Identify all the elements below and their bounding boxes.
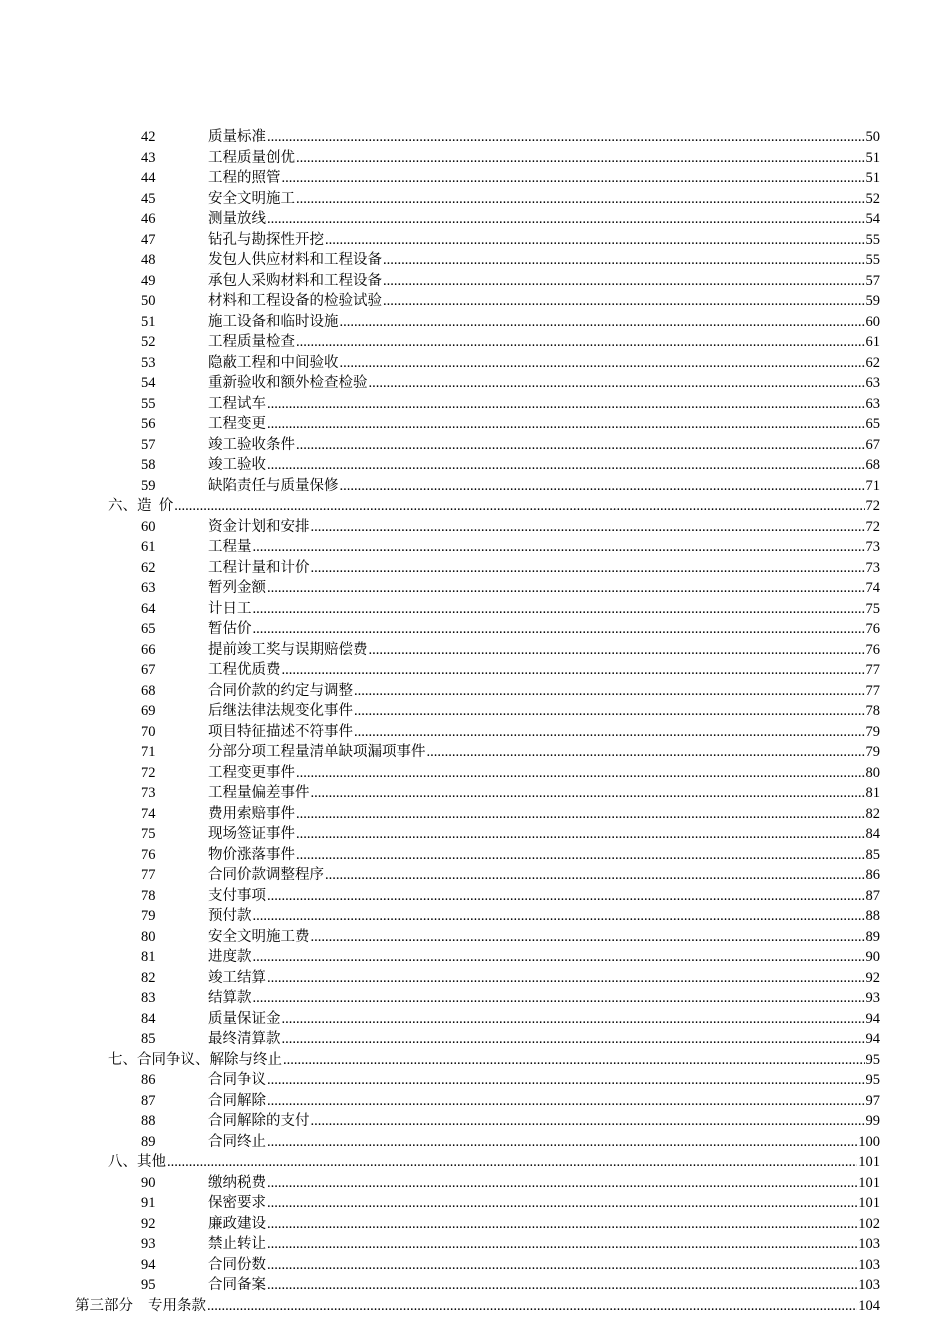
toc-dot-leader <box>354 701 865 722</box>
toc-dot-leader <box>267 1234 857 1255</box>
toc-dot-leader <box>311 927 865 948</box>
toc-page-number: 100 <box>858 1133 880 1150</box>
toc-dot-leader <box>167 1152 857 1173</box>
toc-dot-leader <box>267 1255 857 1276</box>
toc-item-number: 78 <box>141 887 156 904</box>
toc-item-number: 95 <box>141 1277 156 1293</box>
toc-item-row[interactable] <box>0 271 950 292</box>
toc-item-number: 43 <box>141 149 156 166</box>
toc-item-row[interactable] <box>0 927 950 948</box>
toc-item-row[interactable] <box>0 189 950 210</box>
toc-dot-leader <box>311 558 865 579</box>
toc-page-number: 103 <box>858 1236 880 1252</box>
toc-item-row[interactable] <box>0 1234 950 1255</box>
toc-item-number: 52 <box>141 334 156 350</box>
toc-item-number: 53 <box>141 354 156 371</box>
toc-item-number: 88 <box>141 1113 156 1129</box>
toc-item-number: 90 <box>141 1174 156 1191</box>
toc-item-row[interactable] <box>0 804 950 825</box>
toc-entry-title: 隐蔽工程和中间验收 <box>208 354 339 371</box>
toc-item-row[interactable] <box>0 1173 950 1194</box>
toc-item-number: 79 <box>141 908 156 924</box>
toc-item-number: 94 <box>141 1256 156 1273</box>
toc-entry-title: 测量放线 <box>208 211 266 227</box>
toc-dot-leader <box>282 660 865 681</box>
toc-item-number: 61 <box>141 539 156 555</box>
toc-item-number: 70 <box>141 723 156 740</box>
toc-item-number: 73 <box>141 785 156 801</box>
toc-item-row[interactable] <box>0 127 950 148</box>
toc-item-number: 82 <box>141 969 156 986</box>
toc-item-row[interactable] <box>0 783 950 804</box>
toc-item-row[interactable] <box>0 1214 950 1235</box>
toc-item-number: 44 <box>141 170 156 186</box>
toc-page-number: 101 <box>858 1154 880 1170</box>
toc-entry-title: 安全文明施工 <box>208 190 295 207</box>
toc-dot-leader <box>267 394 865 415</box>
toc-item-row[interactable] <box>0 250 950 271</box>
toc-page-number: 95 <box>865 1051 880 1068</box>
toc-page-number: 92 <box>865 969 880 986</box>
toc-item-number: 87 <box>141 1092 156 1109</box>
toc-item-row[interactable] <box>0 947 950 968</box>
toc-dot-leader <box>267 1193 857 1214</box>
toc-dot-leader <box>427 742 865 763</box>
toc-dot-leader <box>340 353 865 374</box>
toc-page-number: 94 <box>865 1010 880 1027</box>
toc-entry-title: 计日工 <box>208 600 252 617</box>
toc-item-number: 76 <box>141 846 156 863</box>
toc-entry-title: 最终清算款 <box>208 1031 281 1047</box>
toc-entry-title: 合同价款调整程序 <box>208 867 324 883</box>
toc-page-number: 103 <box>858 1277 880 1293</box>
toc-entry-title: 合同解除 <box>208 1092 266 1109</box>
toc-page-number: 50 <box>865 129 880 145</box>
toc-item-row[interactable] <box>0 968 950 989</box>
toc-item-row[interactable] <box>0 373 950 394</box>
toc-item-row[interactable] <box>0 722 950 743</box>
toc-dot-leader <box>383 250 865 271</box>
toc-page-number: 89 <box>865 928 880 945</box>
toc-page-number: 101 <box>858 1174 880 1191</box>
toc-dot-leader <box>267 1132 857 1153</box>
toc-page-number: 102 <box>858 1215 880 1232</box>
toc-dot-leader <box>267 1091 865 1112</box>
toc-page-number: 87 <box>865 887 880 904</box>
toc-item-row[interactable] <box>0 414 950 435</box>
toc-entry-title: 工程量偏差事件 <box>208 785 310 801</box>
toc-entry-title: 禁止转让 <box>208 1236 266 1252</box>
toc-item-number: 74 <box>141 805 156 822</box>
toc-item-number: 49 <box>141 272 156 289</box>
toc-page-number: 81 <box>865 785 880 801</box>
toc-dot-leader <box>267 1173 857 1194</box>
toc-page-number: 73 <box>865 539 880 555</box>
toc-item-row[interactable] <box>0 332 950 353</box>
toc-page-number: 95 <box>865 1072 880 1088</box>
toc-page-number: 93 <box>865 990 880 1006</box>
toc-dot-leader <box>296 332 865 353</box>
toc-dot-leader <box>296 435 865 456</box>
toc-dot-leader <box>174 496 864 517</box>
toc-page-number: 86 <box>865 867 880 883</box>
toc-page-number: 101 <box>858 1195 880 1211</box>
toc-entry-title: 物价涨落事件 <box>208 846 295 863</box>
toc-item-number: 72 <box>141 764 156 781</box>
toc-item-number: 42 <box>141 129 156 145</box>
toc-dot-leader <box>267 1275 857 1296</box>
toc-entry-title: 支付事项 <box>208 887 266 904</box>
toc-dot-leader <box>311 517 865 538</box>
toc-item-row[interactable] <box>0 763 950 784</box>
toc-page-number: 65 <box>865 416 880 432</box>
toc-page-number: 77 <box>865 662 880 678</box>
toc-item-row[interactable] <box>0 845 950 866</box>
toc-item-number: 84 <box>141 1010 156 1027</box>
toc-page-number: 80 <box>865 764 880 781</box>
toc-dot-leader <box>369 373 865 394</box>
toc-dot-leader <box>267 1070 865 1091</box>
toc-entry-title: 工程量 <box>208 539 252 555</box>
toc-page-number: 73 <box>865 559 880 576</box>
toc-item-row[interactable] <box>0 742 950 763</box>
toc-page-number: 75 <box>865 600 880 617</box>
toc-page-number: 104 <box>858 1297 880 1314</box>
toc-dot-leader <box>296 804 865 825</box>
table-of-contents <box>0 127 950 1316</box>
toc-page-number: 82 <box>865 805 880 822</box>
toc-dot-leader <box>267 886 865 907</box>
toc-entry-title: 合同终止 <box>208 1133 266 1150</box>
toc-entry-title: 暂列金额 <box>208 580 266 596</box>
toc-item-row[interactable] <box>0 1091 950 1112</box>
toc-entry-title: 工程质量检查 <box>208 334 295 350</box>
toc-entry-title: 合同份数 <box>208 1256 266 1273</box>
toc-dot-leader <box>253 599 865 620</box>
toc-entry-title: 质量保证金 <box>208 1010 281 1027</box>
toc-dot-leader <box>267 414 865 435</box>
toc-section-row[interactable] <box>0 1152 950 1173</box>
toc-entry-title: 提前竣工奖与误期赔偿费 <box>208 641 368 658</box>
toc-page-number: 99 <box>865 1113 880 1129</box>
toc-entry-title: 竣工结算 <box>208 969 266 986</box>
toc-item-row[interactable] <box>0 312 950 333</box>
toc-page-number: 63 <box>865 395 880 412</box>
toc-item-number: 89 <box>141 1133 156 1150</box>
toc-item-row[interactable] <box>0 660 950 681</box>
toc-item-number: 62 <box>141 559 156 576</box>
toc-page-number: 67 <box>865 436 880 453</box>
toc-entry-title: 发包人供应材料和工程设备 <box>208 252 382 268</box>
toc-entry-title: 安全文明施工费 <box>208 928 310 945</box>
toc-page-number: 72 <box>865 498 880 514</box>
toc-page-number: 90 <box>865 949 880 965</box>
toc-dot-leader <box>267 968 865 989</box>
toc-page-number: 63 <box>865 375 880 391</box>
toc-page-number: 76 <box>865 641 880 658</box>
toc-item-row[interactable] <box>0 1275 950 1296</box>
toc-dot-leader <box>282 1029 865 1050</box>
toc-page-number: 77 <box>865 682 880 699</box>
toc-page-number: 85 <box>865 846 880 863</box>
toc-section-row[interactable] <box>0 1050 950 1071</box>
toc-page-number: 52 <box>865 190 880 207</box>
toc-dot-leader <box>267 209 865 230</box>
toc-dot-leader <box>207 1296 857 1317</box>
toc-item-row[interactable] <box>0 578 950 599</box>
toc-item-number: 86 <box>141 1072 156 1088</box>
toc-dot-leader <box>267 578 865 599</box>
toc-entry-title: 竣工验收 <box>208 457 266 473</box>
toc-dot-leader <box>296 845 865 866</box>
toc-item-row[interactable] <box>0 1193 950 1214</box>
toc-dot-leader <box>383 271 865 292</box>
toc-entry-title: 工程质量创优 <box>208 149 295 166</box>
toc-entry-title: 材料和工程设备的检验试验 <box>208 293 382 309</box>
toc-entry-title: 项目特征描述不符事件 <box>208 723 353 740</box>
toc-dot-leader <box>325 230 865 251</box>
toc-item-number: 60 <box>141 518 156 535</box>
toc-page-number: 94 <box>865 1031 880 1047</box>
toc-entry-title: 保密要求 <box>208 1195 266 1211</box>
toc-item-number: 93 <box>141 1236 156 1252</box>
toc-page-number: 59 <box>865 293 880 309</box>
toc-dot-leader <box>340 312 865 333</box>
toc-item-number: 69 <box>141 703 156 719</box>
toc-item-number: 48 <box>141 252 156 268</box>
toc-page-number: 88 <box>865 908 880 924</box>
toc-page-number: 72 <box>865 518 880 535</box>
toc-entry-title: 分部分项工程量清单缺项漏项事件 <box>208 744 426 760</box>
toc-item-number: 56 <box>141 416 156 432</box>
toc-dot-leader <box>267 1214 857 1235</box>
toc-item-row[interactable] <box>0 435 950 456</box>
toc-dot-leader <box>296 824 865 845</box>
toc-item-row[interactable] <box>0 291 950 312</box>
toc-item-row[interactable] <box>0 455 950 476</box>
toc-item-number: 55 <box>141 395 156 412</box>
toc-dot-leader <box>383 291 865 312</box>
toc-page-number: 55 <box>865 252 880 268</box>
toc-item-row[interactable] <box>0 865 950 886</box>
toc-entry-title: 费用索赔事件 <box>208 805 295 822</box>
toc-page-number: 74 <box>865 580 880 596</box>
toc-page-number: 84 <box>865 826 880 842</box>
toc-item-number: 51 <box>141 313 156 330</box>
toc-entry-title: 施工设备和临时设施 <box>208 313 339 330</box>
toc-page-number: 60 <box>865 313 880 330</box>
toc-page-number: 103 <box>858 1256 880 1273</box>
toc-item-row[interactable] <box>0 209 950 230</box>
toc-item-row[interactable] <box>0 394 950 415</box>
toc-page-number: 51 <box>865 149 880 166</box>
toc-item-number: 66 <box>141 641 156 658</box>
toc-item-number: 68 <box>141 682 156 699</box>
toc-entry-title: 承包人采购材料和工程设备 <box>208 272 382 289</box>
toc-item-number: 67 <box>141 662 156 678</box>
toc-entry-title: 合同争议 <box>208 1072 266 1088</box>
toc-dot-leader <box>267 127 865 148</box>
toc-item-number: 64 <box>141 600 156 617</box>
toc-item-row[interactable] <box>0 1111 950 1132</box>
toc-entry-title: 后继法律法规变化事件 <box>208 703 353 719</box>
toc-entry-title: 工程计量和计价 <box>208 559 310 576</box>
toc-dot-leader <box>296 763 865 784</box>
toc-item-number: 59 <box>141 477 156 494</box>
toc-dot-leader <box>311 1111 865 1132</box>
toc-entry-title: 合同价款的约定与调整 <box>208 682 353 699</box>
toc-dot-leader <box>354 722 865 743</box>
toc-dot-leader <box>282 1009 865 1030</box>
toc-page-number: 61 <box>865 334 880 350</box>
toc-dot-leader <box>354 681 865 702</box>
toc-item-row[interactable] <box>0 1255 950 1276</box>
toc-item-number: 71 <box>141 744 156 760</box>
toc-item-row[interactable] <box>0 517 950 538</box>
toc-dot-leader <box>253 988 865 1009</box>
toc-part-label: 第三部分 <box>75 1297 133 1314</box>
toc-page-number: 68 <box>865 457 880 473</box>
toc-item-number: 45 <box>141 190 156 207</box>
toc-entry-title: 钻孔与勘探性开挖 <box>208 231 324 248</box>
toc-dot-leader <box>296 148 865 169</box>
toc-dot-leader <box>296 189 865 210</box>
toc-entry-title: 廉政建设 <box>208 1215 266 1232</box>
toc-item-row[interactable] <box>0 168 950 189</box>
toc-item-row[interactable] <box>0 1070 950 1091</box>
toc-entry-title: 竣工验收条件 <box>208 436 295 453</box>
toc-entry-title: 工程试车 <box>208 395 266 412</box>
toc-item-row[interactable] <box>0 148 950 169</box>
toc-dot-leader <box>369 640 865 661</box>
toc-item-row[interactable] <box>0 558 950 579</box>
toc-entry-title: 结算款 <box>208 990 252 1006</box>
toc-item-row[interactable] <box>0 619 950 640</box>
toc-part-row[interactable] <box>0 1296 950 1317</box>
toc-entry-title: 缺陷责任与质量保修 <box>208 477 339 494</box>
toc-entry-title: 重新验收和额外检查检验 <box>208 375 368 391</box>
toc-page-number: 51 <box>865 170 880 186</box>
toc-dot-leader <box>253 537 865 558</box>
toc-entry-title: 六、造 价 <box>108 498 174 514</box>
toc-item-row[interactable] <box>0 1029 950 1050</box>
toc-page-number: 71 <box>865 477 880 494</box>
toc-item-row[interactable] <box>0 1132 950 1153</box>
toc-entry-title: 缴纳税费 <box>208 1174 266 1191</box>
toc-item-number: 83 <box>141 990 156 1006</box>
toc-page-number: 62 <box>865 354 880 371</box>
toc-item-row[interactable] <box>0 906 950 927</box>
toc-item-row[interactable] <box>0 537 950 558</box>
toc-item-number: 57 <box>141 436 156 453</box>
toc-entry-title: 工程的照管 <box>208 170 281 186</box>
toc-item-number: 54 <box>141 375 156 391</box>
toc-entry-title: 进度款 <box>208 949 252 965</box>
toc-item-number: 63 <box>141 580 156 596</box>
toc-item-number: 47 <box>141 231 156 248</box>
toc-entry-title: 七、合同争议、解除与终止 <box>108 1051 282 1068</box>
toc-item-number: 80 <box>141 928 156 945</box>
toc-page-number: 79 <box>865 723 880 740</box>
toc-dot-leader <box>282 168 865 189</box>
toc-item-row[interactable] <box>0 640 950 661</box>
toc-item-number: 81 <box>141 949 156 965</box>
toc-item-row[interactable] <box>0 230 950 251</box>
toc-dot-leader <box>325 865 865 886</box>
toc-entry-title: 工程优质费 <box>208 662 281 678</box>
toc-item-row[interactable] <box>0 476 950 497</box>
toc-item-row[interactable] <box>0 824 950 845</box>
toc-item-number: 65 <box>141 621 156 637</box>
toc-entry-title: 资金计划和安排 <box>208 518 310 535</box>
toc-entry-title: 暂估价 <box>208 621 252 637</box>
toc-item-number: 85 <box>141 1031 156 1047</box>
toc-dot-leader <box>340 476 865 497</box>
toc-entry-title: 工程变更 <box>208 416 266 432</box>
toc-entry-title: 质量标准 <box>208 129 266 145</box>
toc-page-number: 54 <box>865 211 880 227</box>
toc-item-row[interactable] <box>0 599 950 620</box>
toc-page-number: 97 <box>865 1092 880 1109</box>
toc-item-number: 58 <box>141 457 156 473</box>
toc-page-number: 78 <box>865 703 880 719</box>
toc-dot-leader <box>267 455 865 476</box>
toc-dot-leader <box>253 619 865 640</box>
toc-item-row[interactable] <box>0 988 950 1009</box>
toc-entry-title: 合同解除的支付 <box>208 1113 310 1129</box>
toc-entry-title: 现场签证事件 <box>208 826 295 842</box>
toc-dot-leader <box>283 1050 865 1071</box>
toc-item-number: 91 <box>141 1195 156 1211</box>
toc-item-number: 50 <box>141 293 156 309</box>
toc-item-number: 92 <box>141 1215 156 1232</box>
toc-page-number: 55 <box>865 231 880 248</box>
toc-item-row[interactable] <box>0 701 950 722</box>
toc-item-number: 75 <box>141 826 156 842</box>
toc-item-number: 46 <box>141 211 156 227</box>
toc-entry-title: 八、其他 <box>108 1154 166 1170</box>
toc-item-row[interactable] <box>0 353 950 374</box>
toc-item-row[interactable] <box>0 1009 950 1030</box>
toc-dot-leader <box>311 783 865 804</box>
toc-entry-title: 专用条款 <box>147 1297 206 1314</box>
toc-entry-title: 合同备案 <box>208 1277 266 1293</box>
toc-entry-title: 预付款 <box>208 908 252 924</box>
toc-page-number: 79 <box>865 744 880 760</box>
toc-section-row[interactable] <box>0 496 950 517</box>
toc-dot-leader <box>253 947 865 968</box>
toc-entry-title: 工程变更事件 <box>208 764 295 781</box>
toc-dot-leader <box>253 906 865 927</box>
toc-page-number: 76 <box>865 621 880 637</box>
toc-item-row[interactable] <box>0 886 950 907</box>
toc-item-row[interactable] <box>0 681 950 702</box>
toc-item-number: 77 <box>141 867 156 883</box>
toc-page-number: 57 <box>865 272 880 289</box>
